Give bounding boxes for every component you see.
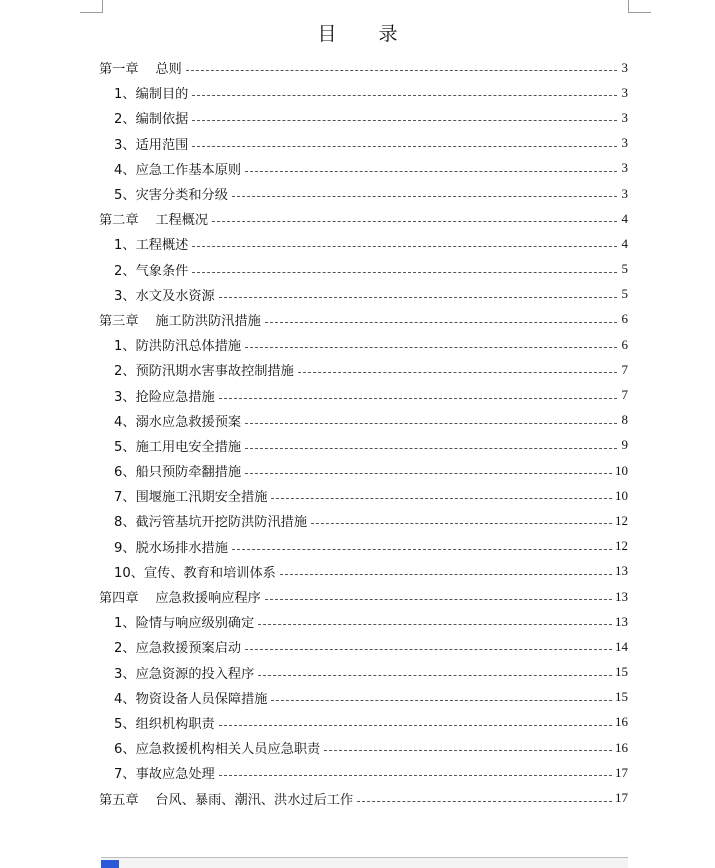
toc-entry-label: 4、应急工作基本原则 (114, 162, 242, 178)
toc-entry-label: 2、气象条件 (114, 263, 189, 279)
toc-entry-label: 5、灾害分类和分级 (114, 188, 228, 204)
toc-page-number: 13 (615, 613, 628, 629)
toc-entry-label: 3、适用范围 (114, 137, 189, 153)
toc-section-entry[interactable] (99, 357, 628, 382)
toc-dot-leader (186, 70, 617, 71)
toc-dot-leader (212, 221, 617, 222)
toc-entry-label: 7、围堰施工汛期安全措施 (114, 490, 268, 506)
toc-chapter-entry[interactable] (99, 55, 628, 80)
toc-entry-label: 2、编制依据 (114, 112, 189, 128)
toc-dot-leader (192, 95, 617, 96)
toc-page-number: 3 (621, 160, 628, 176)
toc-dot-leader (245, 649, 612, 650)
toc-page-number: 7 (621, 361, 628, 377)
toc-entry-label: 9、脱水场排水措施 (114, 540, 228, 556)
toc-entry-label: 1、编制目的 (114, 87, 189, 103)
toc-page-number: 17 (615, 790, 628, 806)
toc-section-entry[interactable] (99, 231, 628, 256)
toc-dot-leader (258, 675, 612, 676)
toc-section-entry[interactable] (99, 534, 628, 559)
toc-section-entry[interactable] (99, 609, 628, 634)
toc-dot-leader (219, 775, 612, 776)
toc-dot-leader (192, 272, 617, 273)
toc-dot-leader (271, 498, 612, 499)
toc-entry-label: 2、应急救援预案启动 (114, 641, 242, 657)
toc-dot-leader (192, 120, 617, 121)
toc-section-entry[interactable] (99, 483, 628, 508)
toc-entry-label: 10、宣传、教育和培训体系 (114, 565, 276, 581)
toc-dot-leader (192, 246, 617, 247)
toc-section-entry[interactable] (99, 105, 628, 130)
toc-dot-leader (232, 549, 612, 550)
toc-section-entry[interactable] (99, 156, 628, 181)
toc-entry-label: 8、截污管基坑开挖防洪防汛措施 (114, 515, 308, 531)
toc-section-entry[interactable] (99, 181, 628, 206)
toc-page-number: 16 (615, 714, 628, 730)
toc-dot-leader (245, 347, 617, 348)
toc-dot-leader (265, 599, 612, 600)
toc-page-number: 3 (621, 84, 628, 100)
toc-page-number: 5 (621, 261, 628, 277)
toc-section-entry[interactable] (99, 660, 628, 685)
toc-page-number: 3 (621, 135, 628, 151)
toc-page-number: 8 (621, 412, 628, 428)
page-bottom-edge (101, 857, 628, 868)
page-corner-mark-right (628, 0, 651, 13)
toc-dot-leader (311, 523, 612, 524)
toc-section-entry[interactable] (99, 131, 628, 156)
page-corner-mark-left (80, 0, 103, 13)
toc-section-entry[interactable] (99, 735, 628, 760)
toc-entry-label: 6、船只预防牵翻措施 (114, 465, 242, 481)
toc-page-number: 3 (621, 185, 628, 201)
toc-dot-leader (258, 624, 612, 625)
toc-page-number: 13 (615, 563, 628, 579)
toc-section-entry[interactable] (99, 382, 628, 407)
toc-chapter-entry[interactable] (99, 584, 628, 609)
toc-section-entry[interactable] (99, 685, 628, 710)
toc-entry-label: 4、物资设备人员保障措施 (114, 691, 268, 707)
toc-entry-label: 第二章 工程概况 (99, 213, 209, 229)
toc-section-entry[interactable] (99, 408, 628, 433)
toc-dot-leader (219, 297, 617, 298)
toc-page-number: 3 (621, 109, 628, 125)
toc-dot-leader (357, 801, 612, 802)
toc-chapter-entry[interactable] (99, 785, 628, 810)
toc-entry-label: 第一章 总则 (99, 62, 182, 78)
toc-entry-label: 3、水文及水资源 (114, 288, 215, 304)
toc-entry-label: 5、组织机构职责 (114, 716, 215, 732)
toc-page-number: 12 (615, 512, 628, 528)
toc-dot-leader (324, 750, 612, 751)
toc-entry-label: 5、施工用电安全措施 (114, 439, 242, 455)
toc-page-number: 12 (615, 538, 628, 554)
toc-dot-leader (245, 473, 612, 474)
toc-chapter-entry[interactable] (99, 307, 628, 332)
toc-section-entry[interactable] (99, 508, 628, 533)
toc-chapter-entry[interactable] (99, 206, 628, 231)
toc-page-number: 10 (615, 462, 628, 478)
toc-page-number: 7 (621, 387, 628, 403)
toc-title: 目 录 (317, 23, 416, 45)
toc-page-number: 13 (615, 588, 628, 604)
toc-dot-leader (298, 372, 617, 373)
toc-section-entry[interactable] (99, 257, 628, 282)
toc-page-number: 15 (615, 664, 628, 680)
toc-dot-leader (245, 423, 617, 424)
toc-page-number: 17 (615, 764, 628, 780)
toc-dot-leader (232, 196, 617, 197)
toc-dot-leader (265, 322, 617, 323)
toc-entry-label: 第三章 施工防洪防汛措施 (99, 313, 261, 329)
toc-dot-leader (245, 171, 617, 172)
toc-entry-label: 1、防洪防汛总体措施 (114, 339, 242, 355)
toc-entry-label: 6、应急救援机构相关人员应急职责 (114, 742, 321, 758)
toc-section-entry[interactable] (99, 634, 628, 659)
toc-dot-leader (280, 574, 612, 575)
toc-section-entry[interactable] (99, 559, 628, 584)
toc-page-number: 15 (615, 689, 628, 705)
toc-page-number: 6 (621, 311, 628, 327)
toc-page-number: 10 (615, 487, 628, 503)
toc-entry-label: 3、应急资源的投入程序 (114, 666, 255, 682)
toc-entry-label: 2、预防汛期水害事故控制措施 (114, 364, 294, 380)
toc-page-number: 16 (615, 739, 628, 755)
toc-section-entry[interactable] (99, 332, 628, 357)
toc-dot-leader (219, 398, 617, 399)
toc-entry-label: 第五章 台风、暴雨、潮汛、洪水过后工作 (99, 792, 354, 808)
toc-page-number: 9 (621, 437, 628, 453)
toc-entry-label: 第四章 应急救援响应程序 (99, 591, 261, 607)
toc-page-number: 3 (621, 59, 628, 75)
toc-entry-label: 4、溺水应急救援预案 (114, 414, 242, 430)
toc-entry-label: 7、事故应急处理 (114, 767, 215, 783)
toc-dot-leader (219, 725, 612, 726)
toc-section-entry[interactable] (99, 80, 628, 105)
toc-section-entry[interactable] (99, 760, 628, 785)
toc-dot-leader (271, 700, 612, 701)
toc-page-number: 5 (621, 286, 628, 302)
toc-page-number: 4 (621, 235, 628, 251)
toc-section-entry[interactable] (99, 458, 628, 483)
table-of-contents (99, 55, 628, 811)
toc-section-entry[interactable] (99, 433, 628, 458)
toc-entry-label: 1、险情与响应级别确定 (114, 616, 255, 632)
toc-entry-label: 1、工程概述 (114, 238, 189, 254)
toc-page-number: 14 (615, 638, 628, 654)
toc-section-entry[interactable] (99, 282, 628, 307)
toc-dot-leader (192, 146, 617, 147)
toc-section-entry[interactable] (99, 710, 628, 735)
toc-page-number: 6 (621, 336, 628, 352)
toc-dot-leader (245, 448, 617, 449)
toc-page-number: 4 (621, 210, 628, 226)
toc-entry-label: 3、抢险应急措施 (114, 389, 215, 405)
